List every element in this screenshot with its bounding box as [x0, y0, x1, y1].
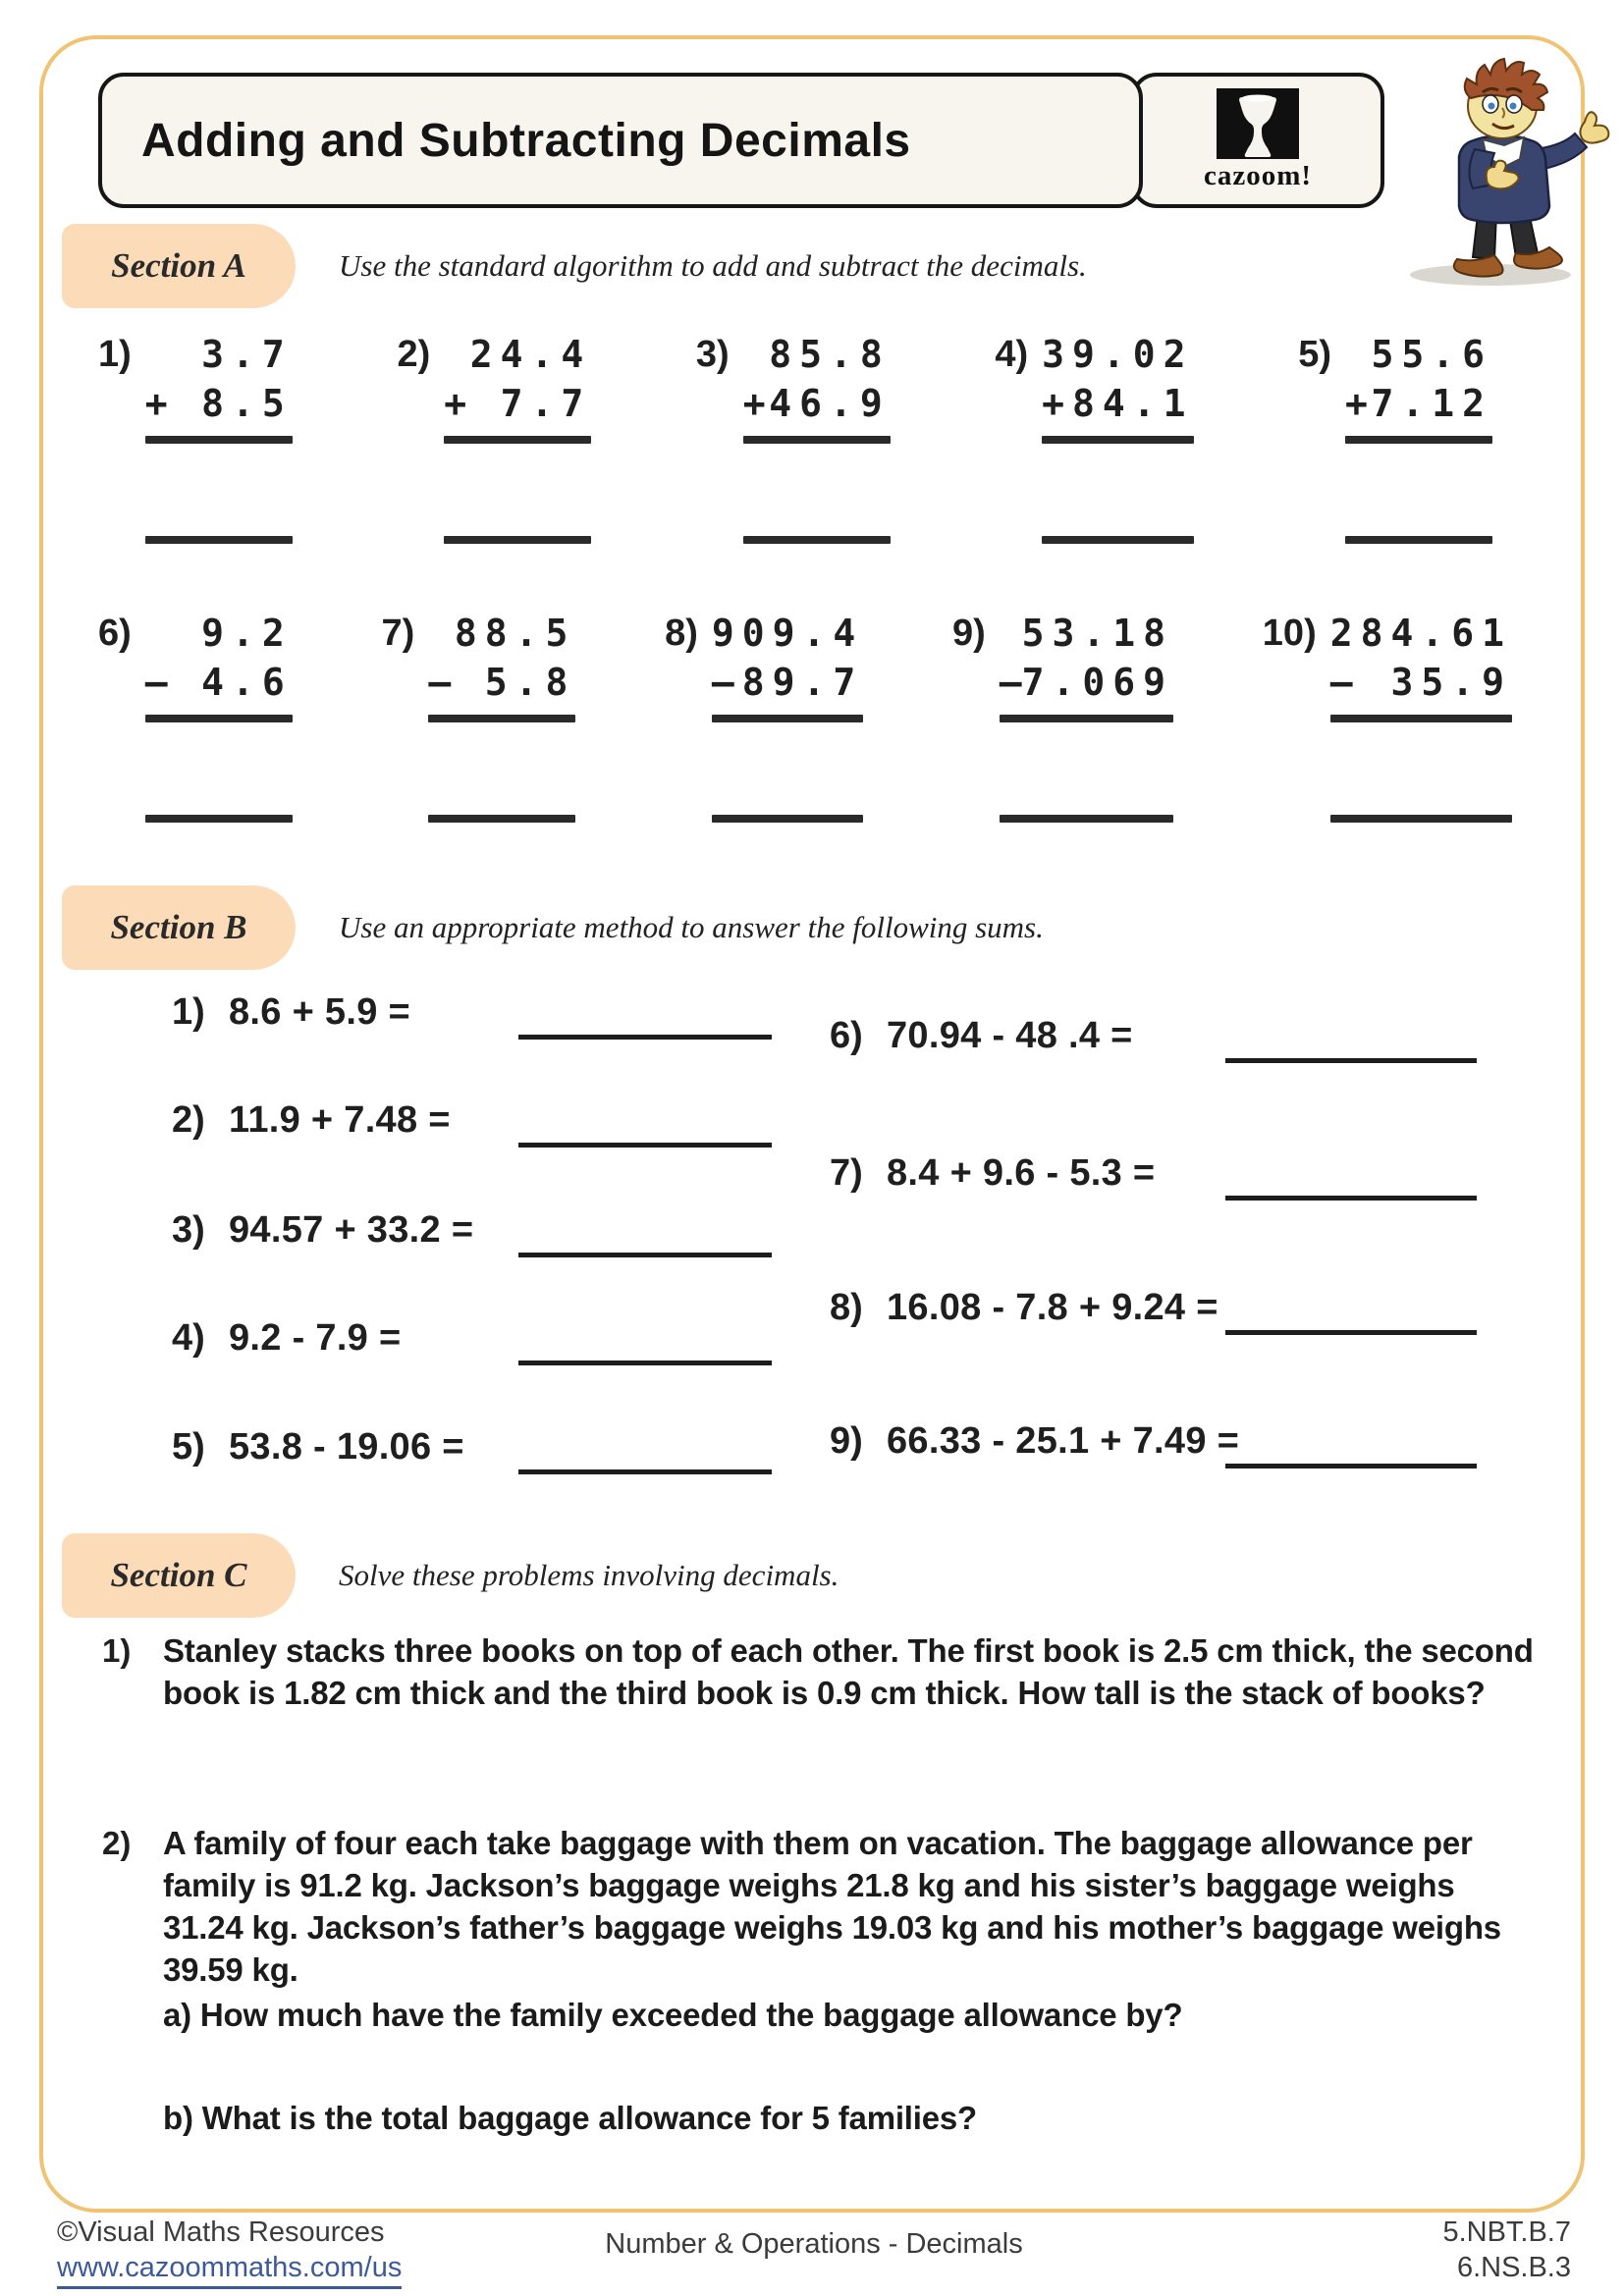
answer-line — [444, 536, 591, 544]
problem-number: 9) — [951, 613, 986, 654]
answer-line — [145, 536, 293, 544]
problem-number: 6) — [830, 1015, 863, 1056]
vertical-problem — [696, 330, 891, 544]
problem-number: 4) — [995, 334, 1029, 375]
operand-top: 3.7 — [201, 333, 293, 376]
problem-number: 6) — [98, 613, 132, 654]
problem-number: 3) — [172, 1209, 205, 1251]
problem-number: 10) — [1262, 613, 1317, 654]
operator: – — [144, 661, 168, 704]
answer-line — [1225, 1058, 1477, 1063]
problem-number: 5) — [172, 1426, 205, 1468]
vertical-problem — [1263, 609, 1512, 823]
operator: + — [1042, 382, 1065, 425]
operand-bottom: 5.8 — [484, 661, 576, 704]
operand-bottom: 4.6 — [201, 661, 293, 704]
problem-part-a: a) How much have the family exceeded the baggage allowance by? — [163, 1997, 1183, 2033]
sum-item — [172, 1426, 464, 1468]
expression: 11.9 + 7.48 = — [229, 1099, 451, 1141]
footer-topic: Number & Operations - Decimals — [605, 2228, 1023, 2260]
expression: 70.94 - 48 .4 = — [887, 1015, 1133, 1056]
problem-text: A family of four each take baggage with them on vacation. The baggage allowance per family is 91.2 kg. Jackson’s baggage weighs 21.8 kg and his sister’s baggage weighs 31.24 kg. Jackson’s father’s baggage weighs 19.03 kg and his mother’s baggage weighs 39.59 kg. — [163, 1825, 1501, 1988]
page-title: Adding and Subtracting Decimals — [141, 114, 911, 167]
sum-item — [830, 1015, 1133, 1057]
operator: + — [742, 382, 766, 425]
section-c-header — [62, 1533, 839, 1618]
cazoom-logo — [1131, 73, 1384, 208]
vertical-problem — [382, 609, 576, 823]
operator: – — [1329, 661, 1353, 704]
operand-bottom: 7.12 — [1371, 382, 1492, 425]
answer-line — [1330, 815, 1512, 823]
expression: 66.33 - 25.1 + 7.49 = — [887, 1420, 1240, 1462]
section-a-label: Section A — [62, 224, 296, 308]
answer-line — [1225, 1196, 1477, 1201]
equals-bar — [1000, 715, 1173, 722]
vertical-problem — [98, 330, 293, 544]
operand-top: 55.6 — [1371, 333, 1492, 376]
answer-line — [518, 1361, 772, 1365]
section-b-label: Section B — [62, 885, 296, 970]
vertical-problem — [1298, 330, 1492, 544]
operator: – — [711, 661, 734, 704]
problem-number: 2) — [397, 334, 431, 375]
operand-top: 9.2 — [201, 612, 293, 655]
problem-part-b: b) What is the total baggage allowance for 5 families? — [163, 2100, 978, 2136]
equals-bar — [1345, 436, 1492, 444]
section-c-instruction: Solve these problems involving decimals. — [339, 1558, 839, 1592]
problem-number: 1) — [98, 334, 132, 375]
problem-text: Stanley stacks three books on top of each other. The first book is 2.5 cm thick, the second book is 1.82 cm thick and the third book is 0.9 cm thick. How tall is the stack of books? — [163, 1632, 1534, 1711]
answer-line — [518, 1469, 772, 1474]
vertical-problem — [952, 609, 1173, 823]
operand-top: 85.8 — [769, 333, 891, 376]
problem-number: 9) — [830, 1420, 863, 1462]
sum-item — [172, 1317, 401, 1360]
logo-text: cazoom! — [1203, 160, 1313, 191]
sum-item — [172, 991, 410, 1034]
sum-item — [172, 1099, 451, 1142]
problem-number: 2) — [172, 1099, 205, 1141]
vertical-problem — [995, 330, 1193, 544]
problem-number: 7) — [381, 613, 415, 654]
answer-line — [1000, 815, 1173, 823]
answer-line — [1225, 1330, 1477, 1335]
vertical-problem — [665, 609, 863, 823]
operand-bottom: 46.9 — [769, 382, 891, 425]
drum-icon — [1217, 88, 1299, 159]
sum-item — [830, 1420, 1239, 1463]
standard-code-1: 5.NBT.B.7 — [1442, 2216, 1571, 2248]
equals-bar — [712, 715, 863, 722]
operand-bottom: 84.1 — [1072, 382, 1194, 425]
answer-line — [518, 1253, 772, 1257]
operand-top: 88.5 — [454, 612, 576, 655]
operand-bottom: 7.7 — [500, 382, 592, 425]
equals-bar — [428, 715, 575, 722]
section-c-label: Section C — [62, 1533, 296, 1618]
operand-top: 284.61 — [1329, 612, 1512, 655]
mascot-character — [1392, 51, 1618, 292]
problem-number: 4) — [172, 1317, 205, 1359]
word-problem — [102, 1629, 1536, 1714]
answer-line — [428, 815, 575, 823]
equals-bar — [1330, 715, 1512, 722]
expression: 16.08 - 7.8 + 9.24 = — [887, 1287, 1218, 1328]
operator: + — [144, 382, 168, 425]
sum-item — [830, 1287, 1218, 1329]
page-footer — [57, 2215, 1571, 2289]
operand-top: 24.4 — [469, 333, 592, 376]
expression: 53.8 - 19.06 = — [229, 1426, 464, 1468]
problem-number: 7) — [830, 1152, 863, 1194]
problem-number: 8) — [665, 613, 698, 654]
operator: – — [428, 661, 452, 704]
problem-number: 8) — [830, 1287, 863, 1328]
equals-bar — [444, 436, 591, 444]
section-a-row-2 — [98, 609, 1512, 823]
website-link[interactable]: www.cazoommaths.com/us — [57, 2250, 402, 2289]
answer-line — [518, 1143, 772, 1148]
vertical-problem — [98, 609, 293, 823]
equals-bar — [145, 715, 293, 722]
section-a-row-1 — [98, 330, 1492, 544]
equals-bar — [743, 436, 891, 444]
section-a-header — [62, 224, 1087, 308]
vertical-problem — [397, 330, 591, 544]
operator: + — [1345, 382, 1368, 425]
title-box — [98, 73, 1143, 208]
word-problem — [102, 1822, 1536, 2139]
copyright-text: ©Visual Maths Resources — [57, 2216, 385, 2248]
problem-number: 2) — [102, 1825, 132, 1861]
section-a-instruction: Use the standard algorithm to add and subtract the decimals. — [339, 248, 1087, 283]
answer-line — [145, 815, 293, 823]
operand-top: 909.4 — [711, 612, 864, 655]
answer-line — [1345, 536, 1492, 544]
sum-item — [172, 1209, 473, 1252]
operand-top: 39.02 — [1042, 333, 1194, 376]
sum-item — [830, 1152, 1155, 1195]
section-b-instruction: Use an appropriate method to answer the following sums. — [339, 910, 1044, 944]
operand-bottom: 7.069 — [1021, 661, 1174, 704]
expression: 9.2 - 7.9 = — [229, 1317, 402, 1359]
expression: 94.57 + 33.2 = — [229, 1209, 474, 1251]
problem-number: 3) — [695, 334, 730, 375]
operator: – — [999, 661, 1022, 704]
standard-code-2: 6.NS.B.3 — [1456, 2252, 1571, 2283]
expression: 8.4 + 9.6 - 5.3 = — [887, 1152, 1156, 1194]
answer-line — [1042, 536, 1193, 544]
answer-line — [743, 536, 891, 544]
problem-number: 1) — [172, 991, 205, 1033]
equals-bar — [1042, 436, 1193, 444]
answer-line — [518, 1035, 772, 1040]
problem-number: 1) — [102, 1632, 132, 1669]
operator: + — [444, 382, 467, 425]
operand-bottom: 8.5 — [201, 382, 293, 425]
equals-bar — [145, 436, 293, 444]
operand-bottom: 89.7 — [741, 661, 864, 704]
answer-line — [712, 815, 863, 823]
problem-number: 5) — [1298, 334, 1331, 375]
section-b-header — [62, 885, 1044, 970]
expression: 8.6 + 5.9 = — [229, 991, 411, 1033]
operand-bottom: 35.9 — [1390, 661, 1512, 704]
operand-top: 53.18 — [1021, 612, 1174, 655]
answer-line — [1225, 1464, 1477, 1468]
